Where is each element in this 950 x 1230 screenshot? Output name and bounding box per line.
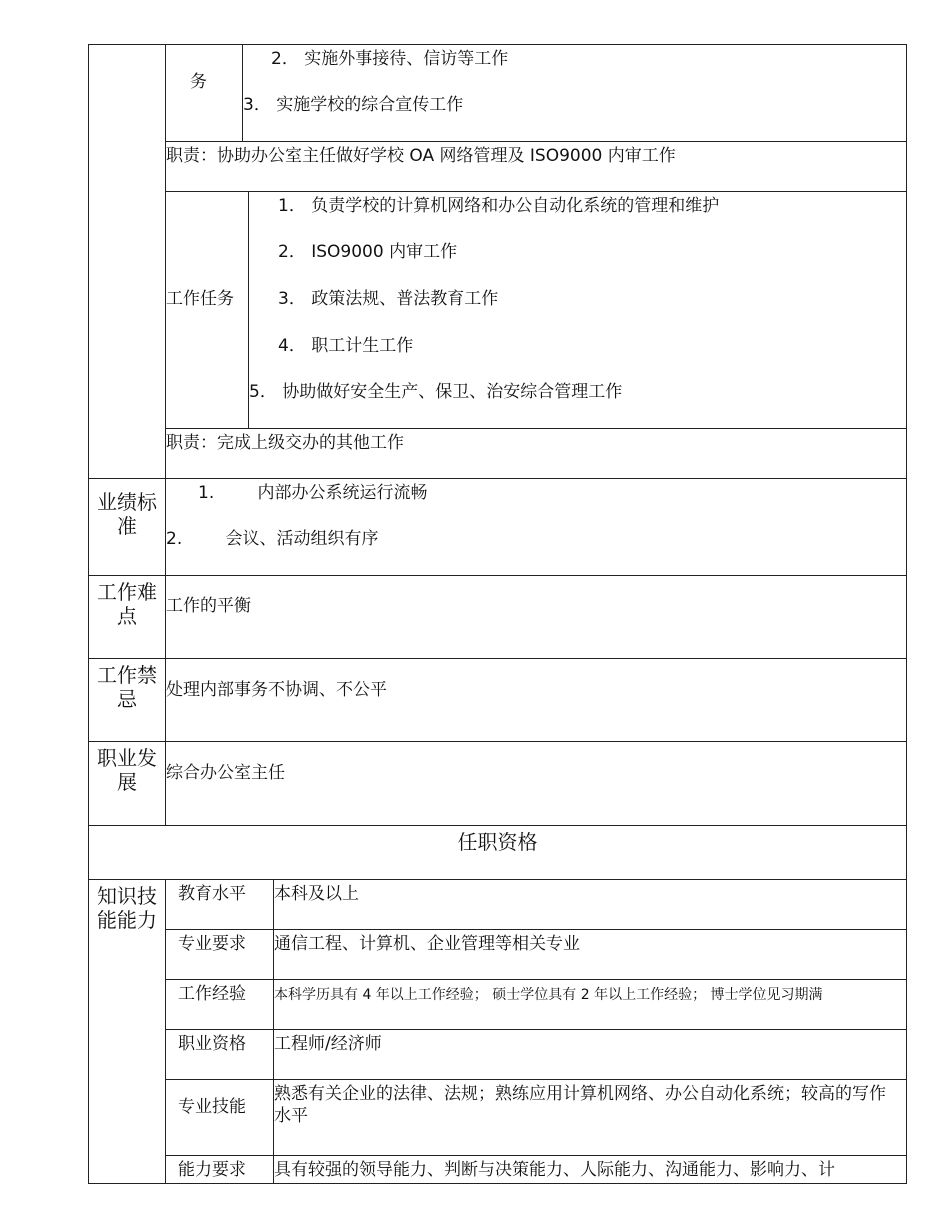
difficulty-label: 工作难点 [97,580,157,628]
qualification-row-divider [165,979,907,980]
qualification-value: 工程师/经济师 [274,1034,382,1054]
row-divider [88,478,907,479]
qualification-row-divider [165,1029,907,1030]
qualification-row-divider [165,929,907,930]
qualification-value: 通信工程、计算机、企业管理等相关专业 [274,934,580,954]
row-divider [88,879,907,880]
task-item: 3． 实施学校的综合宣传工作 [243,95,464,115]
qualification-value: 具有较强的领导能力、判断与决策能力、人际能力、沟通能力、影响力、计 [274,1160,835,1180]
duty-statement: 职责：协助办公室主任做好学校 OA 网络管理及 ISO9000 内审工作 [166,146,676,166]
taboo-text: 处理内部事务不协调、不公平 [166,680,387,700]
task-item: 2． 实施外事接待、信访等工作 [271,49,509,69]
qualification-row-divider [165,1155,907,1156]
row-divider [88,741,907,742]
row-divider [165,191,907,192]
qualification-key-divider [273,879,274,1184]
career-text: 综合办公室主任 [166,763,285,783]
work-task-item: 1． 负责学校的计算机网络和办公自动化系统的管理和维护 [278,196,720,216]
qualification-value: 本科及以上 [274,884,359,904]
qualification-header: 任职资格 [457,830,538,854]
taboo-label: 工作禁忌 [97,663,157,711]
row-divider [165,428,907,429]
qualification-key: 专业技能 [178,1097,246,1117]
duty-statement: 职责：完成上级交办的其他工作 [166,433,404,453]
table-border-bottom [88,1183,907,1184]
qualification-group-label: 知识技能能力 [97,884,157,932]
row-divider [88,825,907,826]
performance-item: 1. 内部办公系统运行流畅 [198,483,428,503]
work-task-item: 5． 协助做好安全生产、保卫、治安综合管理工作 [249,382,623,402]
work-task-item: 3． 政策法规、普法教育工作 [278,289,499,309]
qualification-value: 本科学历具有 4 年以上工作经验； 硕士学位具有 2 年以上工作经验； 博士学位见习期满 [274,987,823,1003]
qualification-row-divider [165,1079,907,1080]
qualification-key: 工作经验 [178,984,246,1004]
label-column-divider-lower [165,879,166,1184]
difficulty-text: 工作的平衡 [166,596,251,616]
qualification-key: 教育水平 [178,884,246,904]
work-task-item: 4． 职工计生工作 [278,336,414,356]
row-divider [88,658,907,659]
work-task-item: 2． ISO9000 内审工作 [278,242,458,262]
task-cell-divider [242,44,243,141]
task-side-label: 务 [190,72,207,92]
qualification-key: 职业资格 [178,1034,246,1054]
qualification-key: 专业要求 [178,934,246,954]
table-border-top [88,44,907,45]
performance-item: 2. 会议、活动组织有序 [166,529,379,549]
table-border-right [906,44,907,1184]
row-divider [165,141,907,142]
career-label: 职业发展 [97,746,157,794]
qualification-value: 熟悉有关企业的法律、法规；熟练应用计算机网络、办公自动化系统；较高的写作水平 [274,1084,886,1126]
row-divider [88,575,907,576]
performance-label: 业绩标准 [97,490,157,538]
qualification-key: 能力要求 [178,1160,246,1180]
work-tasks-label: 工作任务 [166,289,234,309]
